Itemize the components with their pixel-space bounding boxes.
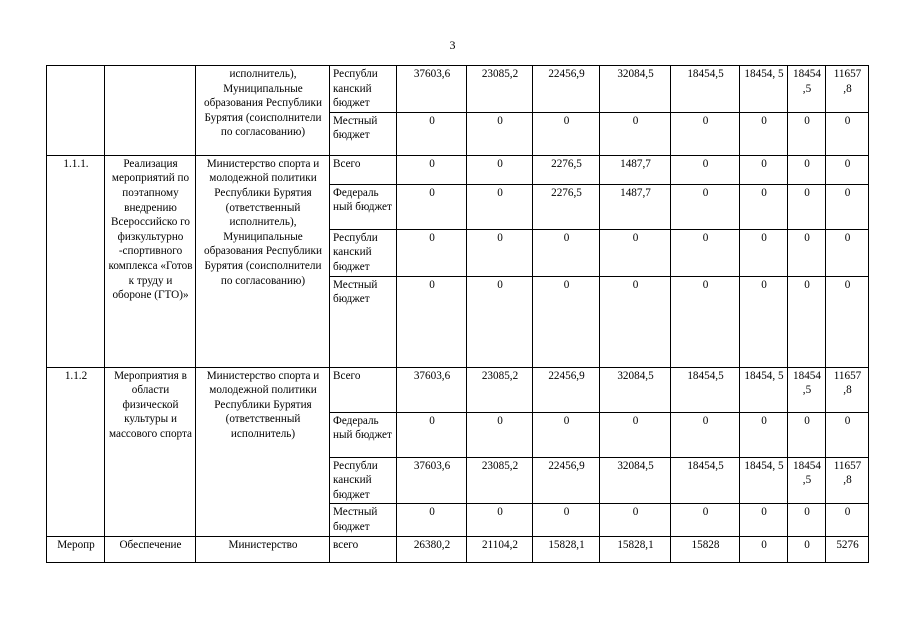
funding-source-cell: Республи канский бюджет — [330, 66, 397, 113]
measure-code-cell: 1.1.2 — [47, 367, 105, 536]
amount-cell: 0 — [397, 155, 467, 184]
amount-cell: 0 — [533, 504, 600, 536]
amount-cell: 37603,6 — [397, 367, 467, 412]
amount-cell: 0 — [671, 504, 740, 536]
amount-cell: 0 — [740, 184, 788, 229]
funding-source-cell: Местный бюджет — [330, 112, 397, 155]
funding-source-cell: Всего — [330, 155, 397, 184]
amount-cell: 18454,5 — [671, 66, 740, 113]
funding-source-cell: Республи канский бюджет — [330, 229, 397, 276]
amount-cell: 0 — [826, 184, 869, 229]
amount-cell: 0 — [467, 412, 533, 457]
funding-source-cell: Всего — [330, 367, 397, 412]
amount-cell: 0 — [397, 276, 467, 367]
amount-cell: 0 — [788, 276, 826, 367]
amount-cell: 0 — [740, 229, 788, 276]
amount-cell: 0 — [467, 184, 533, 229]
funding-source-cell: всего — [330, 536, 397, 562]
amount-cell: 0 — [600, 412, 671, 457]
amount-cell: 0 — [788, 155, 826, 184]
executor-cell: Министерство спорта и молодежной политики Республики Бурятия (ответственный исполнитель) — [196, 367, 330, 536]
amount-cell: 15828,1 — [600, 536, 671, 562]
table-row — [47, 66, 869, 113]
amount-cell: 21104,2 — [467, 536, 533, 562]
amount-cell: 32084,5 — [600, 367, 671, 412]
amount-cell: 11657 ,8 — [826, 457, 869, 504]
amount-cell: 0 — [740, 412, 788, 457]
amount-cell: 0 — [826, 155, 869, 184]
amount-cell: 32084,5 — [600, 66, 671, 113]
amount-cell: 0 — [788, 184, 826, 229]
amount-cell: 15828 — [671, 536, 740, 562]
amount-cell: 22456,9 — [533, 457, 600, 504]
amount-cell: 2276,5 — [533, 155, 600, 184]
amount-cell: 23085,2 — [467, 457, 533, 504]
table-row — [47, 367, 869, 412]
amount-cell: 0 — [740, 536, 788, 562]
measure-name-cell: Мероприятия в области физической культуры и массового спорта — [105, 367, 196, 536]
amount-cell: 0 — [826, 504, 869, 536]
amount-cell: 2276,5 — [533, 184, 600, 229]
amount-cell: 0 — [600, 112, 671, 155]
amount-cell: 18454 ,5 — [788, 367, 826, 412]
measure-code-cell: 1.1.1. — [47, 155, 105, 367]
measure-name-cell: Обеспечение — [105, 536, 196, 562]
amount-cell: 0 — [600, 229, 671, 276]
table-row — [47, 536, 869, 562]
amount-cell: 32084,5 — [600, 457, 671, 504]
amount-cell: 18454, 5 — [740, 457, 788, 504]
amount-cell: 0 — [467, 229, 533, 276]
amount-cell: 18454,5 — [671, 367, 740, 412]
amount-cell: 0 — [671, 112, 740, 155]
amount-cell: 26380,2 — [397, 536, 467, 562]
amount-cell: 0 — [826, 229, 869, 276]
amount-cell: 18454 ,5 — [788, 66, 826, 113]
amount-cell: 0 — [740, 504, 788, 536]
amount-cell: 23085,2 — [467, 367, 533, 412]
amount-cell: 0 — [788, 412, 826, 457]
amount-cell: 0 — [826, 412, 869, 457]
amount-cell: 0 — [397, 184, 467, 229]
amount-cell: 0 — [788, 229, 826, 276]
executor-cell: исполнитель), Муниципальные образования Республики Бурятия (соисполнители по согласованию) — [196, 66, 330, 156]
amount-cell: 0 — [788, 504, 826, 536]
measure-name-cell: Реализация мероприятий по поэтапному внедрению Всероссийско го физкультурно -спортивного комплекса «Готов к труду и обороне (ГТО)» — [105, 155, 196, 367]
amount-cell: 0 — [397, 412, 467, 457]
amount-cell: 0 — [671, 184, 740, 229]
amount-cell: 18454,5 — [671, 457, 740, 504]
amount-cell: 23085,2 — [467, 66, 533, 113]
amount-cell: 0 — [397, 229, 467, 276]
amount-cell: 1487,7 — [600, 155, 671, 184]
measure-code-cell: Меропр — [47, 536, 105, 562]
measure-code-cell — [47, 66, 105, 156]
amount-cell: 0 — [533, 276, 600, 367]
amount-cell: 37603,6 — [397, 66, 467, 113]
amount-cell: 0 — [397, 504, 467, 536]
funding-source-cell: Местный бюджет — [330, 504, 397, 536]
amount-cell: 0 — [740, 155, 788, 184]
budget-table — [46, 65, 869, 563]
executor-cell: Министерство — [196, 536, 330, 562]
measure-name-cell — [105, 66, 196, 156]
amount-cell: 0 — [600, 504, 671, 536]
amount-cell: 37603,6 — [397, 457, 467, 504]
amount-cell: 22456,9 — [533, 367, 600, 412]
funding-source-cell: Местный бюджет — [330, 276, 397, 367]
amount-cell: 0 — [671, 229, 740, 276]
amount-cell: 0 — [788, 536, 826, 562]
amount-cell: 22456,9 — [533, 66, 600, 113]
amount-cell: 0 — [826, 112, 869, 155]
amount-cell: 0 — [740, 276, 788, 367]
amount-cell: 0 — [467, 504, 533, 536]
amount-cell: 15828,1 — [533, 536, 600, 562]
executor-cell: Министерство спорта и молодежной политики Республики Бурятия (ответственный исполнитель), Муниципальные образования Республики Бурятия (соисполнители по согласованию) — [196, 155, 330, 367]
amount-cell: 18454, 5 — [740, 367, 788, 412]
amount-cell: 0 — [740, 112, 788, 155]
amount-cell: 0 — [600, 276, 671, 367]
amount-cell: 18454 ,5 — [788, 457, 826, 504]
amount-cell: 0 — [533, 112, 600, 155]
amount-cell: 0 — [788, 112, 826, 155]
amount-cell: 1487,7 — [600, 184, 671, 229]
amount-cell: 0 — [533, 229, 600, 276]
funding-source-cell: Республи канский бюджет — [330, 457, 397, 504]
amount-cell: 0 — [671, 276, 740, 367]
page-number: 3 — [449, 38, 456, 52]
amount-cell: 0 — [826, 276, 869, 367]
amount-cell: 0 — [467, 155, 533, 184]
amount-cell: 0 — [671, 412, 740, 457]
funding-source-cell: Федераль ный бюджет — [330, 412, 397, 457]
amount-cell: 11657 ,8 — [826, 66, 869, 113]
amount-cell: 18454, 5 — [740, 66, 788, 113]
amount-cell: 0 — [467, 112, 533, 155]
amount-cell: 0 — [533, 412, 600, 457]
table-row — [47, 155, 869, 184]
amount-cell: 0 — [671, 155, 740, 184]
amount-cell: 0 — [467, 276, 533, 367]
amount-cell: 0 — [397, 112, 467, 155]
amount-cell: 11657 ,8 — [826, 367, 869, 412]
table-body — [47, 66, 869, 563]
funding-source-cell: Федераль ный бюджет — [330, 184, 397, 229]
amount-cell: 5276 — [826, 536, 869, 562]
